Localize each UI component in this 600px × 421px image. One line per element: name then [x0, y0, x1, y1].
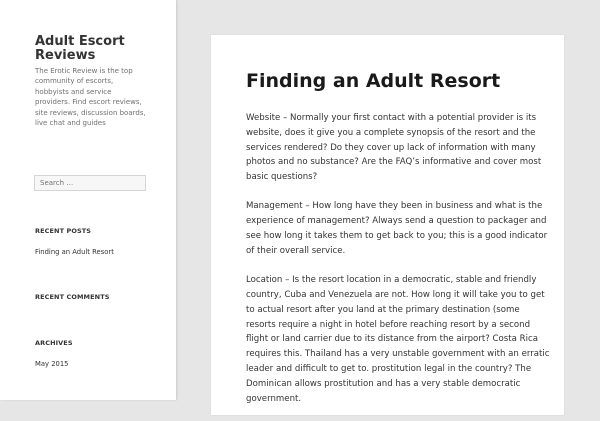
post-title[interactable]: Finding an Adult Resort [246, 70, 501, 92]
post-paragraph: Location – Is the resort location in a democratic, stable and friendly country, Cuba and Venezuela are not. How long it will take you to get to actual resort after you land at the primary destination (some resorts require a night in hotel before reaching resort by a second flight or land carrier due to its distance from the airport? Costa Rica requires this. Thailand has a very unstable government with an erratic leader and difficult to get to. prostitution legal in the country? The Dominican allows prostitution and has a very stable democratic government. [246, 275, 550, 404]
recent-post-link[interactable]: Finding an Adult Resort [35, 248, 114, 256]
sidebar [0, 0, 176, 400]
site-title[interactable]: Adult Escort Reviews [35, 34, 125, 63]
recent-posts-heading: RECENT POSTS [35, 227, 92, 235]
site-description: The Erotic Review is the top community of escorts, hobbyists and service providers. Find escort reviews, site reviews, discussion boards, live chat and guides [35, 67, 146, 128]
search-input[interactable]: Search … [34, 175, 146, 191]
archives-heading: ARCHIVES [35, 339, 73, 347]
post-paragraph: Management – How long have they been in business and what is the experience of management? Always send a question to packager and see how long it takes them to get back to you; this is a good indicator of their overall service. [246, 201, 548, 256]
post-content [246, 111, 550, 421]
post-paragraph: Website – Normally your first contact with a potential provider is its website, does it give you a complete synopsis of the resort and the services rendered? Do they cover up lack of information with many photos and no substance? Are the FAQ’s informative and cover most basic questions? [246, 113, 542, 183]
archive-link-may-2015[interactable]: May 2015 [35, 360, 69, 368]
recent-comments-heading: RECENT COMMENTS [35, 293, 110, 301]
post-article [211, 35, 564, 415]
